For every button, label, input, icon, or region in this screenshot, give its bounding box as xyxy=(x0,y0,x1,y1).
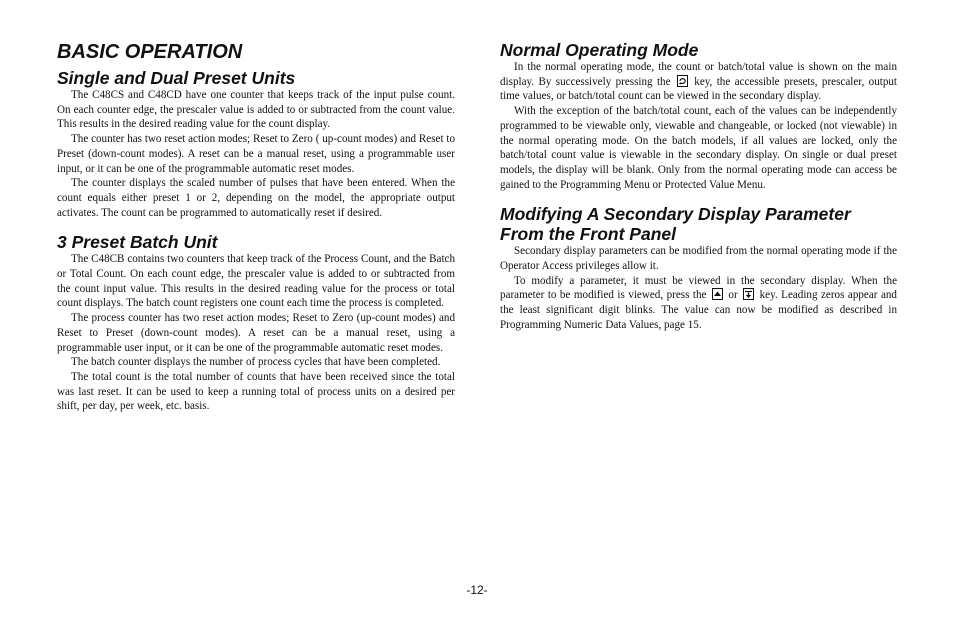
page-number: -12- xyxy=(466,583,488,597)
cycle-key-icon xyxy=(677,75,688,87)
section-heading-normal-mode: Normal Operating Mode xyxy=(500,40,699,60)
down-enter-key-icon xyxy=(743,288,754,300)
paragraph: The C48CS and C48CD have one counter that keeps track of the input pulse count. On each counter edge, the prescaler value is added to or subtracted from the count value. This results in the desired reading value for the count display. xyxy=(57,89,455,131)
section-heading-batch: 3 Preset Batch Unit xyxy=(57,232,218,253)
paragraph: The batch counter displays the number of process cycles that have been completed. xyxy=(71,356,441,369)
paragraph: The process counter has two reset action modes; Reset to Zero (up-count modes) and Reset to Preset (down-count modes). A reset can be a manual reset, using a programmable user input, or it can be one of the programmable automatic reset modes. xyxy=(57,312,455,354)
section-heading-modifying: Modifying A Secondary Display Parameter From the Front Panel xyxy=(500,204,851,245)
paragraph: Secondary display parameters can be modified from the normal operating mode if the Operator Access privileges allow it. xyxy=(500,245,897,273)
left-column xyxy=(57,40,455,414)
paragraph: With the exception of the batch/total count, each of the values can be independently programmed to be viewable only, viewable and changeable, or locked (not viewable) in the normal operating mode. On the batch models, if all values are locked, only the batch/total count value is viewable in the secondary display. On single or dual preset models, the display will be blank. Only from the normal operating mode can access be gained to the Programming Menu or Protected Value Menu. xyxy=(500,105,897,191)
right-column xyxy=(500,40,897,333)
paragraph: The total count is the total number of counts that have been received since the total was last reset. It can be used to keep a running total of process units on a desired per shift, per day, per week, etc. basis. xyxy=(57,370,455,413)
section-heading-single-dual: Single and Dual Preset Units xyxy=(57,68,296,88)
paragraph: The counter displays the scaled number of pulses that have been entered. When the count equals either preset 1 or 2, depending on the model, the appropriate output activates. The count can be programmed to automatically reset if desired. xyxy=(57,177,455,219)
paragraph: To modify a parameter, it must be viewed in the secondary display. When the parameter to be modified is viewed, press the or key. Leading zeros appear and the least significant digit blinks. The value can now be modified as described in Programming Numeric Data Values, page 15. xyxy=(500,274,897,331)
paragraph: In the normal operating mode, the count or batch/total value is shown on the main display. By successively pressing the key, the accessible presets, prescaler, output time values, or batch/total count can be viewed in the secondary display. xyxy=(500,61,897,103)
up-arrow-key-icon xyxy=(712,288,723,300)
page-title: BASIC OPERATION xyxy=(57,41,243,63)
paragraph: The C48CB contains two counters that keep track of the Process Count, and the Batch or Total Count. On each count edge, the prescaler value is added to or subtracted from the count input value. This results in the desired reading value for the process or total count displays. The batch count registers one count each time the process is completed. xyxy=(57,253,455,310)
paragraph: The counter has two reset action modes; Reset to Zero ( up-count modes) and Reset to Preset (down-count modes). A reset can be a manual reset, using a programmable user input, or it can be one of the programmable automatic reset modes. xyxy=(57,133,455,175)
